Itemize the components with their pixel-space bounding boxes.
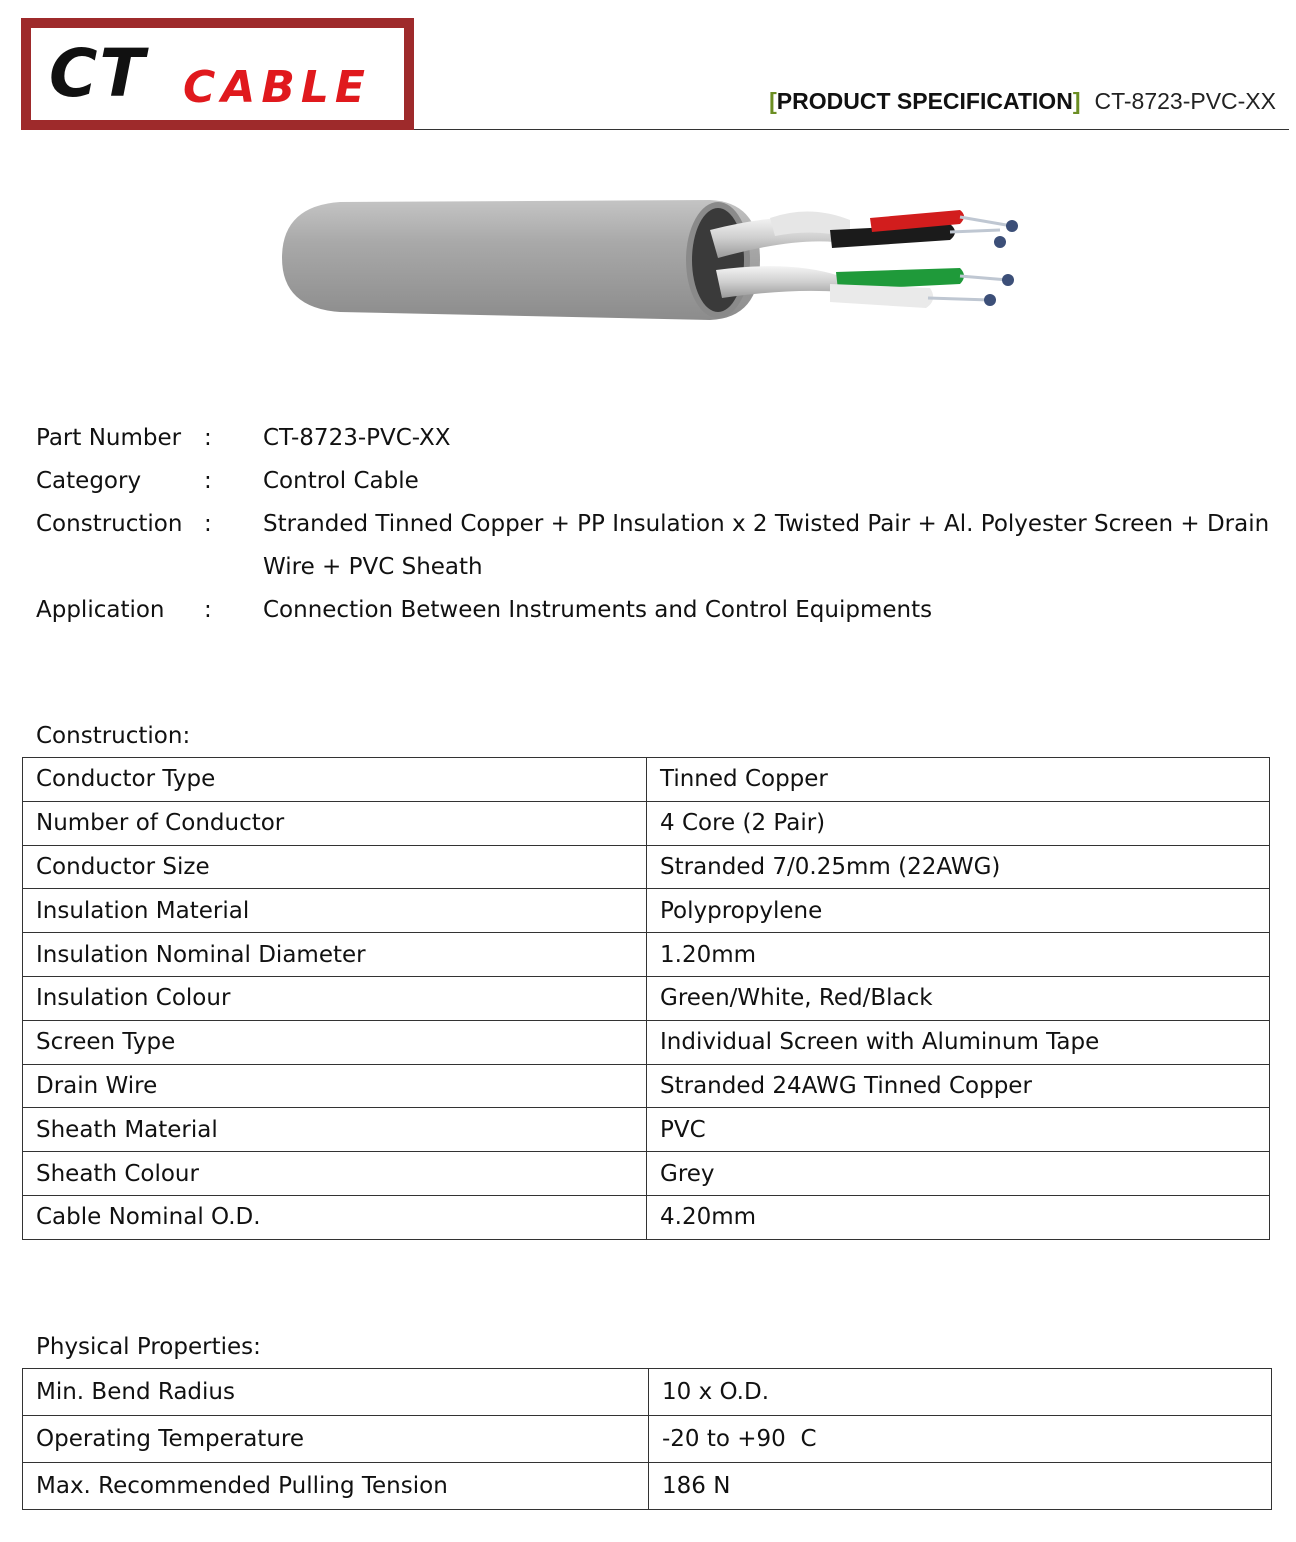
summary-row-part-number	[36, 417, 1276, 460]
summary-colon: :	[204, 597, 212, 623]
table-value: Green/White, Red/Black	[647, 976, 1270, 1020]
spec-label: PRODUCT SPECIFICATION	[776, 88, 1073, 114]
cable-cutaway-illustration	[270, 180, 1050, 340]
table-row	[23, 801, 1270, 845]
table-row	[23, 1152, 1270, 1196]
table-value: Tinned Copper	[647, 758, 1270, 802]
table-row	[23, 1463, 1272, 1510]
table-value: 4 Core (2 Pair)	[647, 801, 1270, 845]
summary-value: Connection Between Instruments and Control Equipments	[263, 597, 933, 623]
table-value: 4.20mm	[647, 1195, 1270, 1239]
table-row	[23, 933, 1270, 977]
table-row	[23, 1064, 1270, 1108]
table-key: Insulation Colour	[23, 976, 647, 1020]
table-value: Stranded 7/0.25mm (22AWG)	[647, 845, 1270, 889]
table-key: Max. Recommended Pulling Tension	[23, 1463, 649, 1510]
table-value: -20 to +90 C	[649, 1416, 1272, 1463]
table-value: Polypropylene	[647, 889, 1270, 933]
table-value: PVC	[647, 1108, 1270, 1152]
summary-key: Construction	[36, 511, 183, 537]
table-key: Insulation Nominal Diameter	[23, 933, 647, 977]
header-divider	[414, 129, 1289, 130]
table-row	[23, 845, 1270, 889]
summary-value-line-1: Stranded Tinned Copper + PP Insulation x 2 Twisted Pair + Al. Polyester Screen + Drain	[263, 511, 1270, 537]
table-value: Individual Screen with Aluminum Tape	[647, 1020, 1270, 1064]
summary-section	[36, 417, 1276, 632]
logo-cable-text: CABLE	[183, 62, 371, 113]
table-row	[23, 976, 1270, 1020]
summary-row-category	[36, 460, 1276, 503]
table-key: Sheath Colour	[23, 1152, 647, 1196]
table-row	[23, 1108, 1270, 1152]
ct-cable-logo	[21, 18, 414, 130]
physical-properties-heading: Physical Properties:	[36, 1334, 261, 1360]
table-row	[23, 758, 1270, 802]
bracket-close: ]	[1072, 88, 1081, 114]
table-key: Insulation Material	[23, 889, 647, 933]
table-key: Sheath Material	[23, 1108, 647, 1152]
table-value: Stranded 24AWG Tinned Copper	[647, 1064, 1270, 1108]
header-part-number: CT-8723-PVC-XX	[1094, 88, 1276, 114]
summary-value-line-2: Wire + PVC Sheath	[263, 554, 483, 580]
table-value: Grey	[647, 1152, 1270, 1196]
summary-row-construction	[36, 503, 1276, 589]
table-row	[23, 1195, 1270, 1239]
table-value: 10 x O.D.	[649, 1369, 1272, 1416]
summary-colon: :	[204, 425, 212, 451]
logo-ct-text: CT	[49, 35, 147, 112]
table-key: Conductor Type	[23, 758, 647, 802]
summary-key: Application	[36, 597, 165, 623]
summary-colon: :	[204, 511, 212, 537]
table-value: 186 N	[649, 1463, 1272, 1510]
table-key: Operating Temperature	[23, 1416, 649, 1463]
table-key: Cable Nominal O.D.	[23, 1195, 647, 1239]
table-value: 1.20mm	[647, 933, 1270, 977]
cable-sheath	[282, 200, 760, 320]
table-row	[23, 889, 1270, 933]
summary-row-application	[36, 589, 1276, 632]
summary-key: Category	[36, 468, 142, 494]
table-row	[23, 1416, 1272, 1463]
table-key: Number of Conductor	[23, 801, 647, 845]
spec-title	[769, 88, 1276, 115]
insulated-cores	[830, 210, 964, 308]
bracket-open: [	[769, 88, 777, 114]
table-key: Conductor Size	[23, 845, 647, 889]
table-key: Drain Wire	[23, 1064, 647, 1108]
table-row	[23, 1369, 1272, 1416]
summary-colon: :	[204, 468, 212, 494]
summary-key: Part Number	[36, 425, 182, 451]
summary-value: Control Cable	[263, 468, 419, 494]
construction-table	[22, 757, 1270, 1240]
construction-heading: Construction:	[36, 723, 191, 749]
table-key: Screen Type	[23, 1020, 647, 1064]
summary-value	[263, 503, 1276, 589]
physical-properties-table	[22, 1368, 1272, 1510]
table-row	[23, 1020, 1270, 1064]
table-key: Min. Bend Radius	[23, 1369, 649, 1416]
summary-value: CT-8723-PVC-XX	[263, 425, 451, 451]
conductor-ends	[984, 220, 1018, 306]
